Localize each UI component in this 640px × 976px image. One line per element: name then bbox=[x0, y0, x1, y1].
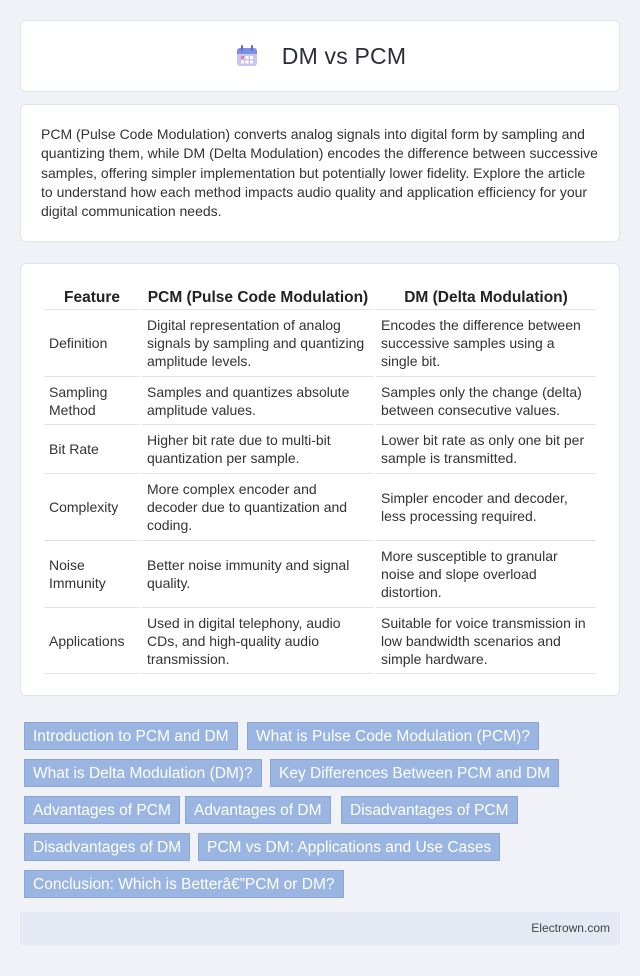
header-pcm: PCM (Pulse Code Modulation) bbox=[147, 288, 369, 306]
table-row bbox=[44, 309, 596, 376]
tag-advantages-dm[interactable]: Advantages of DM bbox=[185, 796, 331, 824]
page-title: DM vs PCM bbox=[281, 42, 407, 69]
dm-cell: Lower bit rate as only one bit per sample is transmitted. bbox=[376, 424, 596, 473]
comparison-table-card bbox=[20, 263, 620, 696]
tag-applications[interactable]: PCM vs DM: Applications and Use Cases bbox=[198, 833, 500, 861]
feature-cell: Bit Rate bbox=[44, 424, 140, 473]
footer-site: Electrown.com bbox=[531, 921, 610, 935]
pcm-cell: Higher bit rate due to multi-bit quantization per sample. bbox=[142, 424, 374, 473]
table-header-row bbox=[44, 283, 596, 309]
pcm-cell: Digital representation of analog signals by sampling and quantizing amplitude levels. bbox=[142, 309, 374, 376]
comparison-table bbox=[42, 283, 598, 674]
pcm-cell: Used in digital telephony, audio CDs, and high-quality audio transmission. bbox=[142, 607, 374, 674]
table-row bbox=[44, 376, 596, 424]
tag-what-is-pcm[interactable]: What is Pulse Code Modulation (PCM)? bbox=[247, 722, 539, 750]
pcm-cell: More complex encoder and decoder due to quantization and coding. bbox=[142, 473, 374, 540]
calendar-icon bbox=[234, 43, 260, 69]
table-row bbox=[44, 424, 596, 473]
tag-what-is-dm[interactable]: What is Delta Modulation (DM)? bbox=[24, 759, 262, 787]
dm-cell: Simpler encoder and decoder, less processing required. bbox=[376, 473, 596, 540]
footer bbox=[20, 912, 620, 945]
dm-cell: Suitable for voice transmission in low bandwidth scenarios and simple hardware. bbox=[376, 607, 596, 674]
intro-text: PCM (Pulse Code Modulation) converts analog signals into digital form by sampling and quantizing them, while DM (Delta Modulation) encodes the difference between successive samples, offering simpler implementation but potentially lower fidelity. Explore the article to understand how each method impacts audio quality and application efficiency for your digital communication needs. bbox=[41, 126, 598, 220]
dm-cell: Encodes the difference between successive samples using a single bit. bbox=[376, 309, 596, 376]
title-card bbox=[20, 20, 620, 92]
tag-advantages-pcm[interactable]: Advantages of PCM bbox=[24, 796, 180, 824]
feature-cell: Applications bbox=[44, 607, 140, 674]
tag-introduction[interactable]: Introduction to PCM and DM bbox=[24, 722, 238, 750]
pcm-cell: Samples and quantizes absolute amplitude values. bbox=[142, 376, 374, 424]
feature-cell: Complexity bbox=[44, 473, 140, 540]
feature-cell: Definition bbox=[44, 309, 140, 376]
tag-key-differences[interactable]: Key Differences Between PCM and DM bbox=[270, 759, 559, 787]
dm-cell: Samples only the change (delta) between consecutive values. bbox=[376, 376, 596, 424]
table-row bbox=[44, 473, 596, 540]
table-row bbox=[44, 607, 596, 674]
tag-conclusion[interactable]: Conclusion: Which is Betterâ€”PCM or DM? bbox=[24, 870, 344, 898]
intro-card bbox=[20, 104, 620, 242]
dm-cell: More susceptible to granular noise and slope overload distortion. bbox=[376, 540, 596, 607]
header-dm: DM (Delta Modulation) bbox=[404, 288, 568, 306]
feature-cell: Sampling Method bbox=[44, 376, 140, 424]
tag-disadvantages-pcm[interactable]: Disadvantages of PCM bbox=[341, 796, 518, 824]
tag-disadvantages-dm[interactable]: Disadvantages of DM bbox=[24, 833, 190, 861]
table-row bbox=[44, 540, 596, 607]
header-feature: Feature bbox=[64, 288, 120, 306]
pcm-cell: Better noise immunity and signal quality. bbox=[142, 540, 374, 607]
feature-cell: Noise Immunity bbox=[44, 540, 140, 607]
